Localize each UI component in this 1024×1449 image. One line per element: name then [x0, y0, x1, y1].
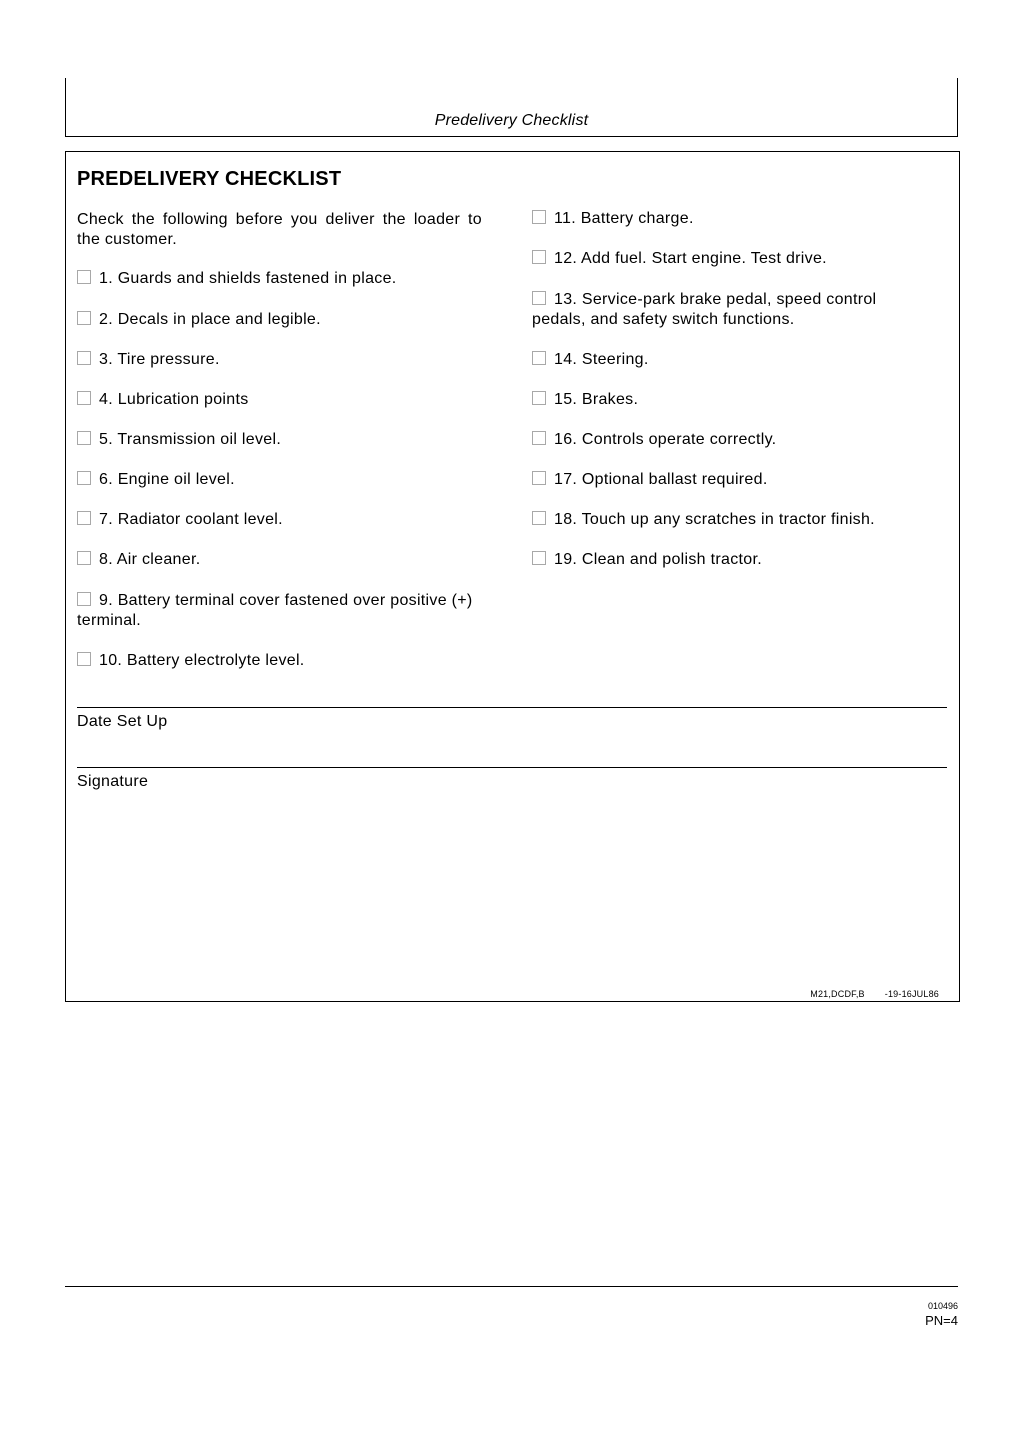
checklist-item-18[interactable]	[532, 510, 932, 530]
item-label: 8. Air cleaner.	[99, 551, 201, 568]
checkbox[interactable]	[532, 471, 546, 485]
checkbox[interactable]	[532, 511, 546, 525]
signature-line	[77, 767, 947, 768]
item-label: 4. Lubrication points	[99, 391, 249, 408]
item-label: 13. Service-park brake pedal, speed control pedals, and safety switch functions.	[532, 291, 877, 328]
checkbox[interactable]	[532, 210, 546, 224]
item-label: 16. Controls operate correctly.	[554, 431, 777, 448]
item-label: 9. Battery terminal cover fastened over positive (+) terminal.	[77, 592, 473, 629]
checkbox[interactable]	[77, 652, 91, 666]
header-title: Predelivery Checklist	[434, 112, 589, 129]
checkbox[interactable]	[77, 592, 91, 606]
item-label: 18. Touch up any scratches in tractor finish.	[554, 511, 875, 528]
checkbox[interactable]	[77, 311, 91, 325]
checklist-item-11[interactable]	[532, 209, 932, 229]
item-label: 2. Decals in place and legible.	[99, 311, 321, 328]
checklist-item-8[interactable]	[77, 550, 492, 570]
checklist-intro: Check the following before you deliver the loader to the customer.	[77, 211, 482, 248]
checklist-item-14[interactable]	[532, 350, 932, 370]
checkbox[interactable]	[77, 471, 91, 485]
document-code-id: M21,DCDF,B	[810, 989, 865, 999]
item-label: 1. Guards and shields fastened in place.	[99, 270, 397, 287]
checklist-item-6[interactable]	[77, 470, 492, 490]
date-line	[77, 707, 947, 708]
item-label: 19. Clean and polish tractor.	[554, 551, 762, 568]
document-code-date: -19-16JUL86	[884, 989, 939, 999]
checklist-item-9[interactable]	[77, 591, 487, 631]
item-label: 14. Steering.	[554, 351, 649, 368]
footer-code: 010496	[927, 1301, 958, 1311]
item-label: 15. Brakes.	[554, 391, 639, 408]
footer-rule	[65, 1286, 958, 1287]
checklist-item-4[interactable]	[77, 390, 492, 410]
item-label: 3. Tire pressure.	[99, 351, 220, 368]
checkbox[interactable]	[77, 551, 91, 565]
checklist-item-5[interactable]	[77, 430, 492, 450]
checkbox[interactable]	[532, 391, 546, 405]
checkbox[interactable]	[532, 291, 546, 305]
checkbox[interactable]	[532, 551, 546, 565]
checkbox[interactable]	[77, 511, 91, 525]
checkbox[interactable]	[77, 270, 91, 284]
checklist-box	[65, 151, 960, 1002]
checklist-item-13[interactable]	[532, 290, 892, 330]
checklist-item-3[interactable]	[77, 350, 492, 370]
item-label: 17. Optional ballast required.	[554, 471, 768, 488]
checkbox[interactable]	[532, 431, 546, 445]
checklist-heading: PREDELIVERY CHECKLIST	[77, 168, 342, 190]
item-label: 6. Engine oil level.	[99, 471, 235, 488]
signature-label: Signature	[77, 773, 149, 790]
item-label: 12. Add fuel. Start engine. Test drive.	[554, 250, 827, 267]
checkbox[interactable]	[532, 351, 546, 365]
checkbox[interactable]	[77, 351, 91, 365]
checklist-item-19[interactable]	[532, 550, 932, 570]
checkbox[interactable]	[77, 391, 91, 405]
page-header	[65, 78, 958, 137]
item-label: 5. Transmission oil level.	[99, 431, 282, 448]
item-label: 11. Battery charge.	[554, 210, 694, 227]
checklist-item-17[interactable]	[532, 470, 932, 490]
item-label: 7. Radiator coolant level.	[99, 511, 283, 528]
item-label: 10. Battery electrolyte level.	[99, 652, 305, 669]
checklist-item-10[interactable]	[77, 651, 492, 671]
document-code	[810, 989, 939, 999]
checklist-item-12[interactable]	[532, 249, 932, 269]
date-set-up-label: Date Set Up	[77, 713, 168, 730]
checklist-item-1[interactable]	[77, 269, 492, 289]
checklist-item-2[interactable]	[77, 310, 492, 330]
checklist-item-15[interactable]	[532, 390, 932, 410]
checkbox[interactable]	[77, 431, 91, 445]
checkbox[interactable]	[532, 250, 546, 264]
checklist-item-7[interactable]	[77, 510, 492, 530]
page-number: PN=4	[925, 1313, 958, 1328]
checklist-item-16[interactable]	[532, 430, 932, 450]
